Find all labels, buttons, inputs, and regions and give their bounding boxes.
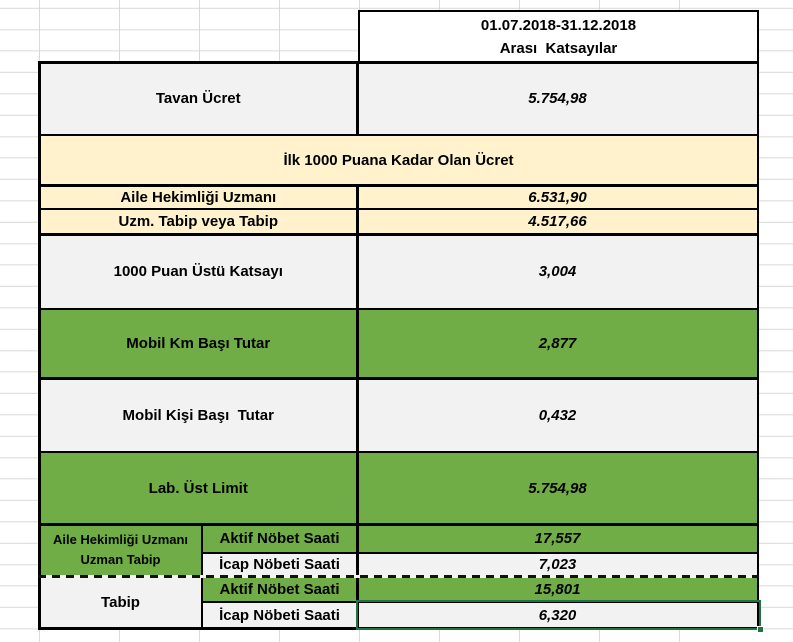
cell-group2-aktif-nobet-label[interactable]: Aktif Nöbet Saati bbox=[203, 578, 356, 601]
cell-group1-icap-nobeti-label[interactable]: İcap Nöbeti Saati bbox=[203, 554, 356, 575]
header-period-line1: 01.07.2018-31.12.2018 bbox=[480, 16, 637, 34]
cell-tavan-ucret-label[interactable]: Tavan Ücret bbox=[41, 64, 357, 134]
cell-uzm-tabip-value[interactable]: 4.517,66 bbox=[359, 210, 757, 233]
group1-line2: Uzman Tabip bbox=[80, 552, 161, 568]
cell-mobil-km-value[interactable]: 2,877 bbox=[359, 310, 757, 377]
cell-group-aile-uzman-tabip[interactable] bbox=[41, 526, 201, 576]
cell-ilk-1000-puan-banner[interactable]: İlk 1000 Puana Kadar Olan Ücret bbox=[41, 136, 757, 184]
cell-tavan-ucret-value[interactable]: 5.754,98 bbox=[359, 64, 757, 134]
fill-handle[interactable] bbox=[757, 626, 764, 633]
cell-1000-puan-ustu-label[interactable]: 1000 Puan Üstü Katsayı bbox=[41, 236, 357, 308]
cell-aile-hekimligi-uzmani-value[interactable]: 6.531,90 bbox=[359, 187, 757, 208]
group1-line1: Aile Hekimliği Uzmanı bbox=[52, 532, 189, 548]
cell-lab-ust-limit-label[interactable]: Lab. Üst Limit bbox=[41, 453, 357, 523]
cell-uzm-tabip-label[interactable]: Uzm. Tabip veya Tabip bbox=[41, 210, 357, 233]
cell-group-tabip[interactable]: Tabip bbox=[41, 578, 201, 628]
cell-group2-aktif-nobet-value[interactable]: 15,801 bbox=[359, 578, 757, 601]
coefficient-table bbox=[38, 61, 759, 630]
cell-mobil-kisi-value[interactable]: 0,432 bbox=[359, 380, 757, 451]
cell-group2-icap-nobeti-value[interactable]: 6,320 bbox=[359, 603, 757, 627]
cell-group1-icap-nobeti-value[interactable]: 7,023 bbox=[359, 554, 757, 575]
cell-group1-aktif-nobet-label[interactable]: Aktif Nöbet Saati bbox=[203, 526, 356, 552]
cell-1000-puan-ustu-value[interactable]: 3,004 bbox=[359, 236, 757, 308]
header-period-line2: Arası Katsayılar bbox=[499, 39, 618, 57]
cell-group2-icap-nobeti-label[interactable]: İcap Nöbeti Saati bbox=[203, 603, 356, 627]
cell-mobil-kisi-label[interactable]: Mobil Kişi Başı Tutar bbox=[41, 380, 357, 451]
cell-aile-hekimligi-uzmani-label[interactable]: Aile Hekimliği Uzmanı bbox=[41, 187, 357, 208]
cell-lab-ust-limit-value[interactable]: 5.754,98 bbox=[359, 453, 757, 523]
header-period-cell[interactable] bbox=[358, 10, 759, 63]
cell-group1-aktif-nobet-value[interactable]: 17,557 bbox=[359, 526, 757, 552]
dashed-group-divider bbox=[38, 575, 759, 579]
cell-mobil-km-label[interactable]: Mobil Km Başı Tutar bbox=[41, 310, 357, 377]
